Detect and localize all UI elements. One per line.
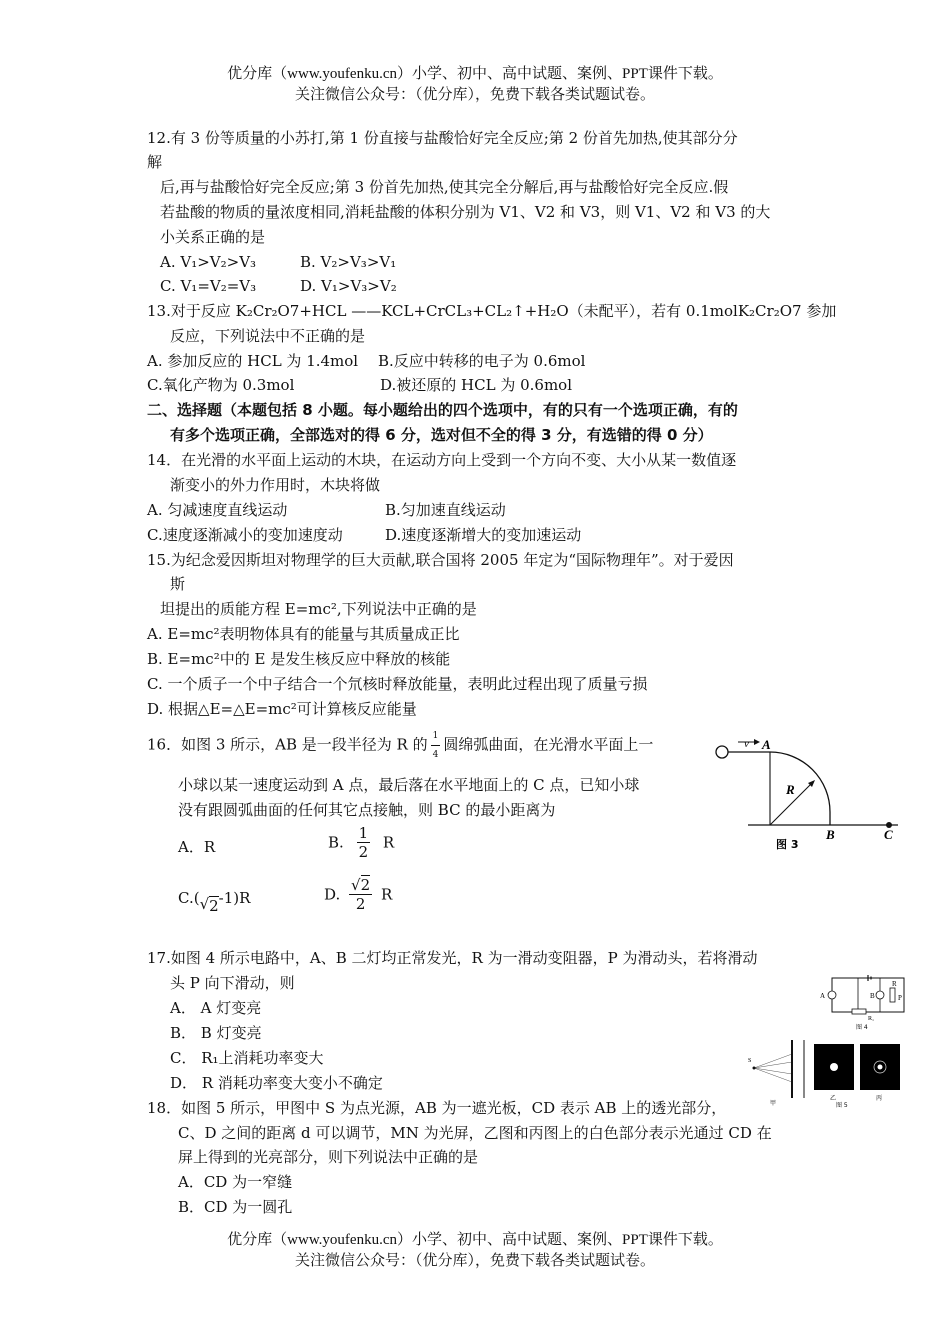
q16-option-b-tail: R: [382, 833, 395, 852]
q16-option-d-tail: R: [380, 885, 393, 904]
label-s: S: [748, 1058, 752, 1064]
label-b: B: [826, 827, 835, 842]
ball: [716, 746, 728, 758]
q16-option-c-tail: -1)R: [218, 889, 251, 907]
q15-option-d: D. 根据△E=△E=mc²可计算核反应能量: [147, 700, 417, 718]
pattern-bing-center: [878, 1065, 883, 1070]
q12-line-2: 解: [147, 153, 163, 171]
q17-option-a: A． A 灯变亮: [170, 999, 262, 1017]
label-lamp-a: A: [820, 992, 826, 1000]
q15-line-1: 15.为纪念爱因斯坦对物理学的巨大贡献,联合国将 2005 年定为“国际物理年”。对于爱因: [147, 551, 734, 569]
quarter-fraction: [431, 727, 441, 764]
rheostat: [890, 988, 895, 1002]
q14-option-c: C.速度逐渐减小的变加速度动: [147, 526, 343, 544]
q17-option-d: D． R 消耗功率变大变小不确定: [170, 1074, 383, 1092]
q16-option-d-label: D.: [324, 885, 341, 904]
q16-line-1-start: 16．如图 3 所示，AB 是一段半径为 R 的: [147, 735, 428, 754]
q15-option-b: B. E=mc²中的 E 是发生核反应中释放的核能: [147, 650, 451, 668]
q15-option-a: A. E=mc²表明物体具有的能量与其质量成正比: [147, 625, 460, 643]
label-p: P: [898, 994, 902, 1002]
label-c: C: [884, 827, 893, 842]
q12-option-b: B. V₂>V₃>V₁: [300, 253, 397, 271]
light-ray-4: [754, 1068, 792, 1074]
point-source: [753, 1067, 756, 1070]
figure-3-caption: 图 3: [776, 838, 799, 851]
label-r: R: [786, 782, 795, 797]
q16-option-c-radicand: 2: [209, 897, 219, 915]
q15-option-c: C. 一个质子一个中子结合一个氘核时释放能量，表明此过程出现了质量亏损: [147, 675, 648, 693]
q16-option-b-label: B.: [328, 833, 344, 852]
q13-option-d: D.被还原的 HCL 为 0.6mol: [380, 376, 572, 394]
footer-line-1: 优分库（www.youfenku.cn）小学、初中、高中试题、案例、PPT课件下载。: [227, 1232, 723, 1248]
q16-line-1-end: 圆绵弧曲面，在光滑水平面上一: [443, 735, 654, 754]
q12-option-c: C. V₁=V₂=V₃: [160, 277, 257, 295]
q13-line-1: 13.对于反应 K₂Cr₂O7+HCL ——KCL+CrCL₃+CL₂↑+H₂O（未配平），若有 0.1molK₂Cr₂O7 参加: [147, 302, 837, 320]
figure-5-optics: [744, 1032, 910, 1108]
section-2-title-line-2: 有多个选项正确，全部选对的得 6 分，选对但不全的得 3 分，有选错的得 0 分）: [170, 426, 713, 444]
q16-option-d-denominator: 2: [355, 895, 366, 913]
lamp-a: [828, 991, 836, 999]
figure-5-caption: 图 5: [836, 1102, 848, 1108]
label-v: v: [744, 738, 749, 750]
q13-line-2: 反应，下列说法中不正确的是: [170, 327, 366, 345]
q16-option-b: [328, 824, 394, 861]
q14-option-d: D.速度逐渐增大的变加速运动: [385, 526, 582, 544]
q14-option-b: B.匀加速直线运动: [385, 501, 506, 519]
section-2-title-line-1: 二、选择题（本题包括 8 小题。每小题给出的四个选项中，有的只有一个选项正确，有的: [147, 401, 738, 419]
q13-option-b: B.反应中转移的电子为 0.6mol: [378, 352, 586, 370]
label-yi: 乙: [830, 1095, 837, 1102]
light-ray-1: [754, 1054, 792, 1068]
q18-line-1: 18．如图 5 所示，甲图中 S 为点光源，AB 为一遮光板，CD 表示 AB 上的透光部分，: [147, 1099, 727, 1117]
velocity-arrowhead: [754, 739, 760, 745]
q12-option-a: A. V₁>V₂>V₃: [160, 253, 257, 271]
header-line-2: 关注微信公众号：（优分库），免费下载各类试题试卷。: [294, 87, 655, 103]
q17-line-2: 头 P 向下滑动，则: [170, 974, 295, 992]
q18-option-b: B．CD 为一圆孔: [178, 1198, 293, 1216]
q16-option-b-denominator: 2: [358, 843, 369, 861]
resistor-r1: [852, 1009, 866, 1014]
label-r1: R₁: [868, 1016, 875, 1022]
q16-option-a: A．R: [178, 838, 216, 856]
q17-line-1: 17.如图 4 所示电路中，A、B 二灯均正常发光，R 为一滑动变阻器，P 为滑动头，若将滑动: [147, 949, 758, 967]
q15-line-2: 斯: [170, 575, 186, 593]
q16-option-c: [178, 888, 251, 915]
q14-line-1: 14．在光滑的水平面上运动的木块，在运动方向上受到一个方向不变、大小从某一数值逐: [147, 451, 737, 469]
quarter-arc: [770, 752, 830, 825]
q16-line-3: 没有跟圆弧曲面的任何其它点接触，则 BC 的最小距离为: [178, 801, 556, 819]
q12-line-1: 12.有 3 份等质量的小苏打,第 1 份直接与盐酸恰好完全反应;第 2 份首先加热,使其部分分: [147, 129, 738, 147]
q17-option-c: C． R₁上消耗功率变大: [170, 1049, 324, 1067]
q12-line-3: 后,再与盐酸恰好完全反应;第 3 份首先加热,使其完全分解后,再与盐酸恰好完全反应.假: [160, 178, 729, 196]
label-jia: 甲: [770, 1100, 777, 1107]
figure-3: [712, 737, 904, 855]
footer-line-2: 关注微信公众号：（优分库），免费下载各类试题试卷。: [294, 1253, 655, 1269]
q17-option-b: B． B 灯变亮: [170, 1024, 262, 1042]
q16-option-c-label: C.(: [178, 889, 200, 907]
figure-4-circuit: [818, 974, 910, 1030]
label-lamp-b: B: [870, 992, 875, 1000]
q16-option-d-radicand: 2: [360, 876, 371, 894]
header-line-1: 优分库（www.youfenku.cn）小学、初中、高中试题、案例、PPT课件下载。: [227, 66, 723, 82]
q16-option-b-numerator: 1: [358, 824, 369, 842]
q12-line-5: 小关系正确的是: [160, 228, 266, 246]
q18-line-2: C、D 之间的距离 d 可以调节，MN 为光屏，乙图和丙图上的白色部分表示光通过 CD 在: [178, 1124, 772, 1142]
q16-option-d: [324, 876, 392, 913]
q12-option-d: D. V₁>V₃>V₂: [300, 277, 397, 295]
label-a: A: [762, 737, 771, 752]
q14-option-a: A. 匀减速度直线运动: [147, 501, 288, 519]
sqrt-symbol: √: [199, 895, 210, 913]
q15-line-3: 坦提出的质能方程 E=mc²,下列说法中正确的是: [160, 600, 477, 618]
q16-option-b-fraction: [357, 824, 371, 861]
q14-line-2: 渐变小的外力作用时，木块将做: [170, 476, 381, 494]
light-ray-3: [754, 1062, 792, 1068]
label-r: R: [892, 980, 897, 988]
q16-line-2: 小球以某一速度运动到 A 点，最后落在水平地面上的 C 点，已知小球: [178, 776, 640, 794]
q16-option-d-fraction: [349, 876, 372, 913]
q18-line-3: 屏上得到的光亮部分，则下列说法中正确的是: [178, 1148, 479, 1166]
q16-option-d-numerator: √2: [351, 876, 371, 894]
q13-option-c: C.氧化产物为 0.3mol: [147, 376, 295, 394]
q18-option-a: A．CD 为一窄缝: [178, 1173, 293, 1191]
quarter-fraction-numerator: 1: [431, 727, 441, 746]
figure-4-caption: 图 4: [856, 1024, 868, 1030]
quarter-fraction-denominator: 4: [432, 750, 439, 760]
q12-line-4: 若盐酸的物质的量浓度相同,消耗盐酸的体积分别为 V1、V2 和 V3，则 V1、V2 和 V3 的大: [160, 203, 771, 221]
q16-line-1: [147, 727, 653, 764]
pattern-yi-bright-spot: [830, 1063, 838, 1071]
label-bing: 丙: [876, 1095, 883, 1102]
q13-option-a: A. 参加反应的 HCL 为 1.4mol: [147, 352, 359, 370]
lamp-b: [876, 991, 884, 999]
light-ray-2: [754, 1068, 792, 1082]
